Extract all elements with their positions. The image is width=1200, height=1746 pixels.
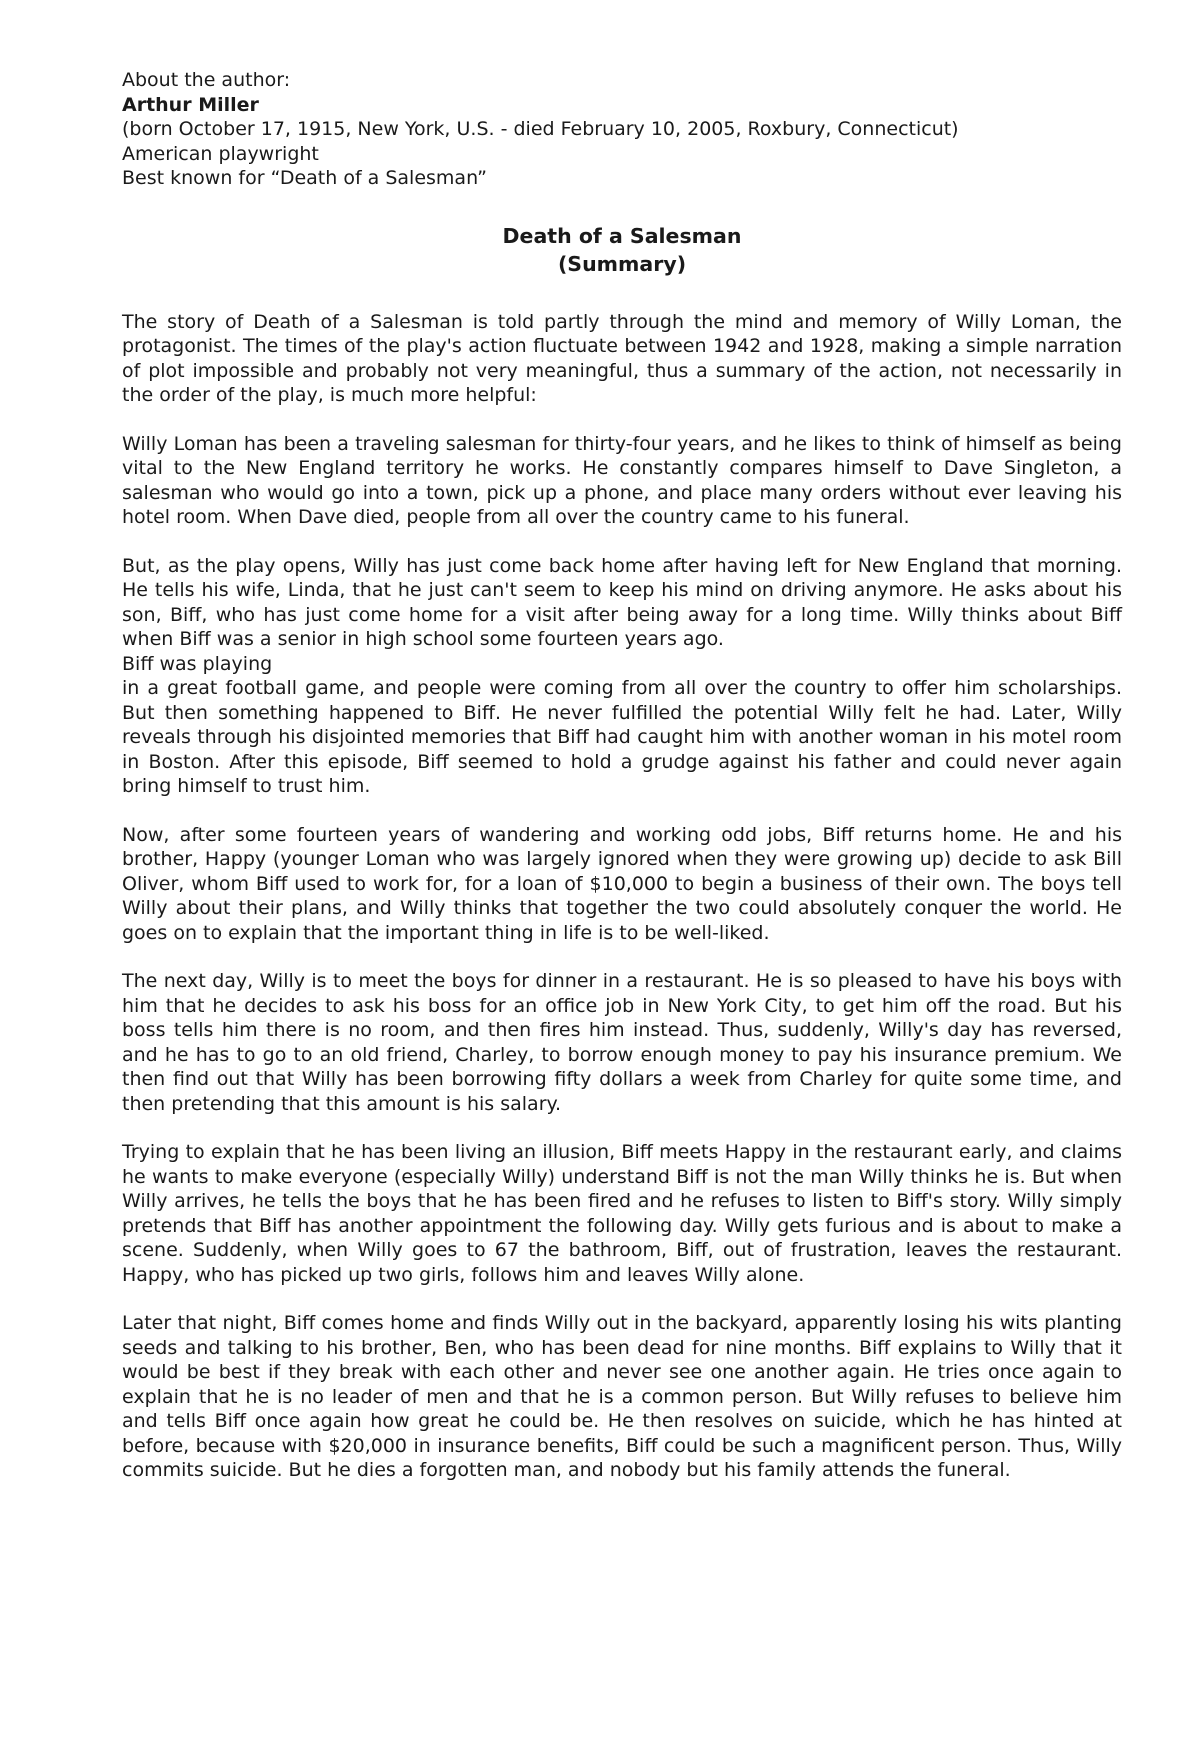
author-name: Arthur Miller <box>122 93 259 116</box>
document-subtitle: (Summary) <box>557 251 687 276</box>
about-author-label: About the author: <box>122 69 291 91</box>
summary-paragraph-3-part-3: in a great football game, and people were coming from all over the country to offer him scholarships. But then something happened to Biff. He never fulfilled the potential Willy felt he had. Later, Willy reveals through his disjointed memories that Biff had caught him with another woman in his motel room in Boston. After this episode, Biff seemed to hold a grudge against his father and could never again bring himself to trust him. <box>122 677 1122 797</box>
summary-paragraph-7: Later that night, Biff comes home and finds Willy out in the backyard, apparently losing his wits planting seeds and talking to his brother, Ben, who has been dead for nine months. Biff explains to Willy that it would be best if they break with each other and never see one another again. He tries once again to explain that he is no leader of men and that he is a common person. But Willy refuses to believe him and tells Biff once again how great he could be. He then resolves on suicide, which he has hinted at before, because with $20,000 in insurance benefits, Biff could be such a magnificent person. Thus, Willy commits suicide. But he dies a forgotten man, and nobody but his family attends the funeral. <box>122 1312 1122 1481</box>
document-title: Death of a Salesman <box>502 223 742 248</box>
author-role: American playwright <box>122 142 319 165</box>
summary-paragraph-4: Now, after some fourteen years of wandering and working odd jobs, Biff returns home. He and his brother, Happy (younger Loman who was largely ignored when they were growing up) decide to ask Bill Oliver, whom Biff used to work for, for a loan of $10,000 to begin a business of their own. The boys tell Willy about their plans, and Willy thinks that together the two could absolutely conquer the world. He goes on to explain that the important thing in life is to be well-liked. <box>122 823 1122 944</box>
title-block <box>122 222 1122 278</box>
summary-paragraph-1: The story of Death of a Salesman is told partly through the mind and memory of Willy Loman, the protagonist. The times of the play's action fluctuate between 1942 and 1928, making a simple narration of plot impossible and probably not very meaningful, thus a summary of the action, not necessarily in the order of the play, is much more helpful: <box>122 310 1122 406</box>
summary-paragraph-3 <box>122 554 1122 799</box>
summary-paragraph-3-part-1: But, as the play opens, Willy has just come back home after having left for New England that morning. He tells his wife, Linda, that he just can't seem to keep his mind on driving anymore. He asks about his son, Biff, who has just come home for a visit after being away for a long time. Willy thinks about Biff when Biff was a senior in high school some fourteen years ago. <box>122 554 1122 650</box>
document-page <box>122 68 1122 1483</box>
summary-paragraph-2: Willy Loman has been a traveling salesman for thirty-four years, and he likes to think of himself as being vital to the New England territory he works. He constantly compares himself to Dave Singleton, a salesman who would go into a town, pick up a phone, and place many orders without ever leaving his hotel room. When Dave died, people from all over the country came to his funeral. <box>122 432 1122 528</box>
author-dates: (born October 17, 1915, New York, U.S. - died February 10, 2005, Roxbury, Connecticut) <box>122 118 959 140</box>
summary-paragraph-5: The next day, Willy is to meet the boys for dinner in a restaurant. He is so pleased to have his boys with him that he decides to ask his boss for an office job in New York City, to get him off the road. But his boss tells him there is no room, and then fires him instead. Thus, suddenly, Willy's day has reversed, and he has to go to an old friend, Charley, to borrow enough money to pay his insurance premium. We then find out that Willy has been borrowing fifty dollars a week from Charley for quite some time, and then pretending that this amount is his salary. <box>122 970 1122 1115</box>
summary-paragraph-3-part-2: Biff was playing <box>122 652 273 675</box>
author-known-for: Best known for “Death of a Salesman” <box>122 167 487 189</box>
summary-paragraph-6: Trying to explain that he has been living an illusion, Biff meets Happy in the restaurant early, and claims he wants to make everyone (especially Willy) understand Biff is not the man Willy thinks he is. But when Willy arrives, he tells the boys that he has been fired and he refuses to listen to Biff's story. Willy simply pretends that Biff has another appointment the following day. Willy gets furious and is about to make a scene. Suddenly, when Willy goes to 67 the bathroom, Biff, out of frustration, leaves the restaurant. Happy, who has picked up two girls, follows him and leaves Willy alone. <box>122 1141 1122 1286</box>
about-author-block <box>122 68 1122 191</box>
